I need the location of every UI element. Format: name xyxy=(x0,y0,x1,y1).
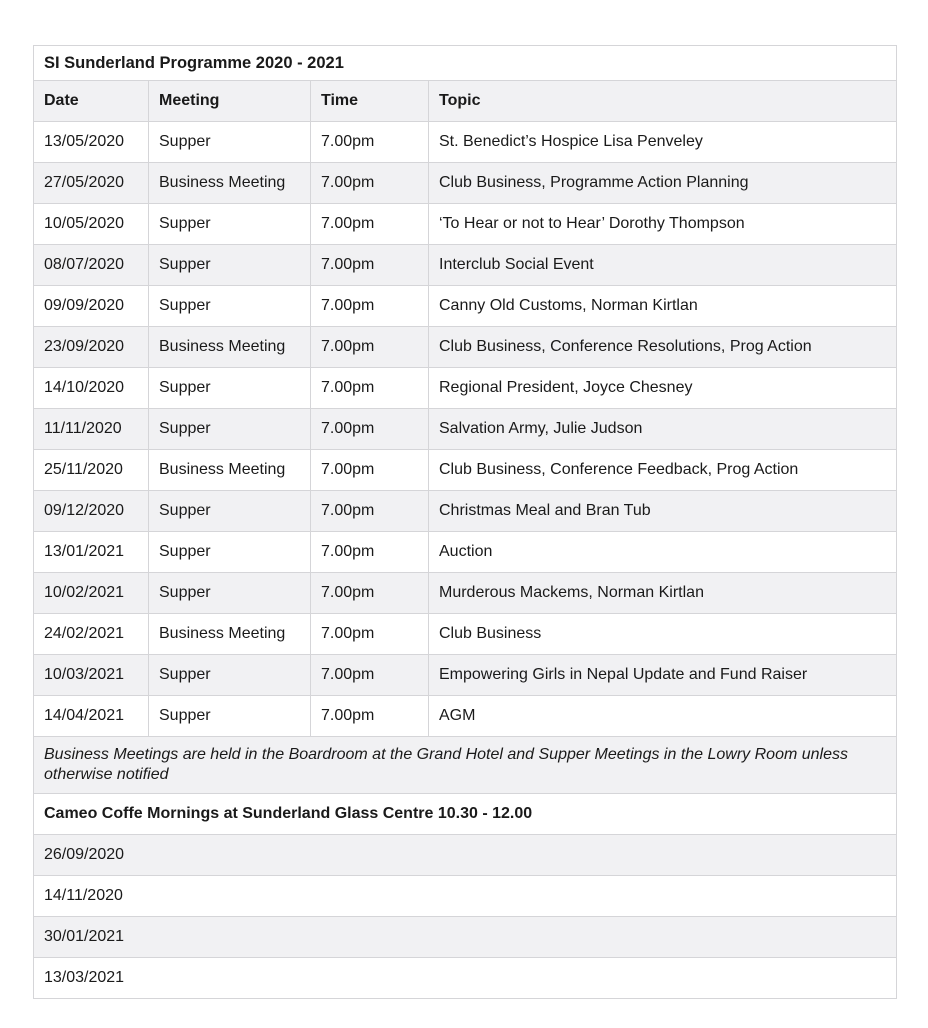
cell-time: 7.00pm xyxy=(311,614,429,655)
cell-time: 7.00pm xyxy=(311,532,429,573)
cell-meeting: Supper xyxy=(149,655,311,696)
table-row xyxy=(34,655,897,696)
cell-topic: Club Business xyxy=(429,614,897,655)
table-row xyxy=(34,286,897,327)
cell-topic: Interclub Social Event xyxy=(429,245,897,286)
table-title: SI Sunderland Programme 2020 - 2021 xyxy=(34,46,897,81)
table-row xyxy=(34,573,897,614)
cell-topic: Empowering Girls in Nepal Update and Fund Raiser xyxy=(429,655,897,696)
column-header-meeting: Meeting xyxy=(149,81,311,122)
table-row xyxy=(34,368,897,409)
cameo-date: 26/09/2020 xyxy=(34,835,897,876)
cell-date: 24/02/2021 xyxy=(34,614,149,655)
cell-date: 13/01/2021 xyxy=(34,532,149,573)
cell-date: 10/02/2021 xyxy=(34,573,149,614)
table-row xyxy=(34,614,897,655)
cell-time: 7.00pm xyxy=(311,204,429,245)
venue-note: Business Meetings are held in the Boardroom at the Grand Hotel and Supper Meetings in the Lowry Room unless otherwise notified xyxy=(34,737,897,794)
cell-date: 08/07/2020 xyxy=(34,245,149,286)
cell-topic: Murderous Mackems, Norman Kirtlan xyxy=(429,573,897,614)
cell-date: 14/10/2020 xyxy=(34,368,149,409)
cell-meeting: Business Meeting xyxy=(149,327,311,368)
cell-topic: Regional President, Joyce Chesney xyxy=(429,368,897,409)
cameo-title-row xyxy=(34,794,897,835)
cell-topic: ‘To Hear or not to Hear’ Dorothy Thompson xyxy=(429,204,897,245)
table-row xyxy=(34,163,897,204)
cell-topic: Club Business, Conference Resolutions, Prog Action xyxy=(429,327,897,368)
cell-meeting: Business Meeting xyxy=(149,450,311,491)
cell-date: 13/05/2020 xyxy=(34,122,149,163)
table-row xyxy=(34,327,897,368)
cell-meeting: Business Meeting xyxy=(149,614,311,655)
cell-time: 7.00pm xyxy=(311,491,429,532)
cell-time: 7.00pm xyxy=(311,163,429,204)
cell-time: 7.00pm xyxy=(311,327,429,368)
cell-date: 14/04/2021 xyxy=(34,696,149,737)
cell-meeting: Business Meeting xyxy=(149,163,311,204)
cameo-date-row xyxy=(34,917,897,958)
cameo-date: 13/03/2021 xyxy=(34,958,897,999)
cell-topic: Salvation Army, Julie Judson xyxy=(429,409,897,450)
venue-note-row xyxy=(34,737,897,794)
cameo-date-row xyxy=(34,958,897,999)
table-row xyxy=(34,245,897,286)
cell-topic: Christmas Meal and Bran Tub xyxy=(429,491,897,532)
cell-topic: Club Business, Programme Action Planning xyxy=(429,163,897,204)
cell-time: 7.00pm xyxy=(311,409,429,450)
cameo-date-row xyxy=(34,876,897,917)
cell-date: 11/11/2020 xyxy=(34,409,149,450)
table-row xyxy=(34,204,897,245)
cameo-date: 14/11/2020 xyxy=(34,876,897,917)
table-row xyxy=(34,696,897,737)
cell-meeting: Supper xyxy=(149,409,311,450)
table-row xyxy=(34,532,897,573)
table-header-row xyxy=(34,81,897,122)
cell-meeting: Supper xyxy=(149,573,311,614)
cell-time: 7.00pm xyxy=(311,245,429,286)
column-header-time: Time xyxy=(311,81,429,122)
cell-date: 25/11/2020 xyxy=(34,450,149,491)
table-row xyxy=(34,409,897,450)
cell-time: 7.00pm xyxy=(311,286,429,327)
cell-meeting: Supper xyxy=(149,245,311,286)
cameo-date: 30/01/2021 xyxy=(34,917,897,958)
cell-topic: Auction xyxy=(429,532,897,573)
cell-date: 10/03/2021 xyxy=(34,655,149,696)
cell-meeting: Supper xyxy=(149,368,311,409)
column-header-date: Date xyxy=(34,81,149,122)
cell-meeting: Supper xyxy=(149,532,311,573)
programme-table xyxy=(33,45,897,999)
cell-meeting: Supper xyxy=(149,204,311,245)
cell-time: 7.00pm xyxy=(311,122,429,163)
cell-date: 23/09/2020 xyxy=(34,327,149,368)
table-row xyxy=(34,450,897,491)
cell-meeting: Supper xyxy=(149,122,311,163)
cameo-date-row xyxy=(34,835,897,876)
cameo-title: Cameo Coffe Mornings at Sunderland Glass Centre 10.30 - 12.00 xyxy=(34,794,897,835)
cell-time: 7.00pm xyxy=(311,696,429,737)
cell-date: 09/12/2020 xyxy=(34,491,149,532)
cell-topic: AGM xyxy=(429,696,897,737)
cell-meeting: Supper xyxy=(149,491,311,532)
table-row xyxy=(34,122,897,163)
cell-date: 27/05/2020 xyxy=(34,163,149,204)
cell-meeting: Supper xyxy=(149,286,311,327)
cell-time: 7.00pm xyxy=(311,655,429,696)
cell-date: 10/05/2020 xyxy=(34,204,149,245)
table-title-row xyxy=(34,46,897,81)
cell-topic: Canny Old Customs, Norman Kirtlan xyxy=(429,286,897,327)
cell-date: 09/09/2020 xyxy=(34,286,149,327)
cell-time: 7.00pm xyxy=(311,368,429,409)
cell-topic: Club Business, Conference Feedback, Prog Action xyxy=(429,450,897,491)
cell-topic: St. Benedict’s Hospice Lisa Penveley xyxy=(429,122,897,163)
table-row xyxy=(34,491,897,532)
cell-time: 7.00pm xyxy=(311,573,429,614)
cell-meeting: Supper xyxy=(149,696,311,737)
cell-time: 7.00pm xyxy=(311,450,429,491)
column-header-topic: Topic xyxy=(429,81,897,122)
